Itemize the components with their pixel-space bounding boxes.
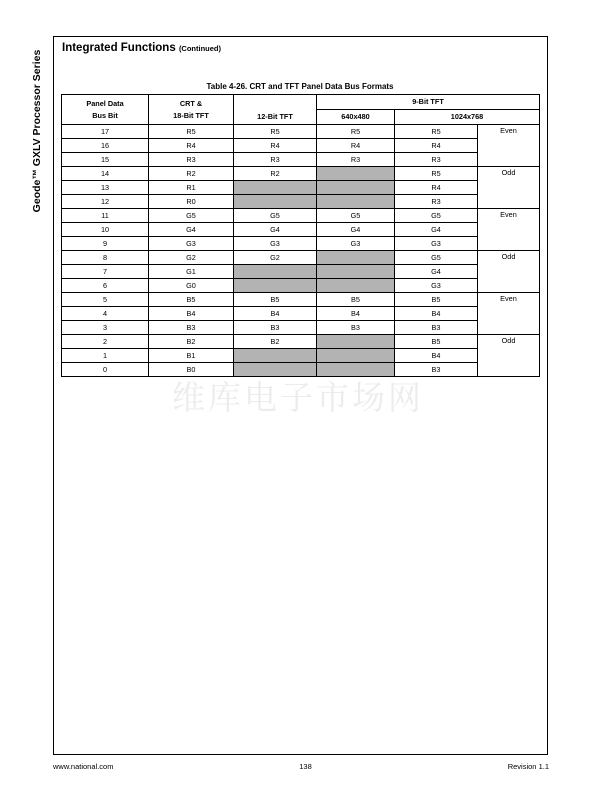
cell-12bit	[234, 195, 317, 209]
header-12bit: 12-Bit TFT	[234, 95, 317, 125]
header-9bit: 9-Bit TFT	[317, 95, 540, 110]
cell-crt: R0	[149, 195, 234, 209]
cell-1024: B3	[395, 321, 478, 335]
cell-bus-bit: 16	[62, 139, 149, 153]
footer-page-number: 138	[299, 762, 312, 771]
table-row	[62, 307, 540, 321]
cell-640: G3	[317, 237, 395, 251]
cell-crt: R3	[149, 153, 234, 167]
cell-1024: B4	[395, 349, 478, 363]
cell-12bit	[234, 279, 317, 293]
cell-640	[317, 349, 395, 363]
cell-bus-bit: 10	[62, 223, 149, 237]
cell-bus-bit: 9	[62, 237, 149, 251]
cell-parity: Even	[478, 293, 540, 335]
footer-url: www.national.com	[53, 762, 114, 771]
table-row	[62, 349, 540, 363]
cell-parity: Even	[478, 125, 540, 167]
cell-bus-bit: 17	[62, 125, 149, 139]
table-row	[62, 209, 540, 223]
cell-1024: R4	[395, 181, 478, 195]
cell-crt: G3	[149, 237, 234, 251]
cell-12bit: B5	[234, 293, 317, 307]
cell-crt: B3	[149, 321, 234, 335]
cell-bus-bit: 2	[62, 335, 149, 349]
cell-640	[317, 279, 395, 293]
cell-bus-bit: 0	[62, 363, 149, 377]
table-row	[62, 293, 540, 307]
cell-640: G4	[317, 223, 395, 237]
table-row	[62, 237, 540, 251]
cell-640: R5	[317, 125, 395, 139]
cell-1024: R5	[395, 167, 478, 181]
cell-bus-bit: 3	[62, 321, 149, 335]
table-row	[62, 167, 540, 181]
cell-crt: R1	[149, 181, 234, 195]
cell-bus-bit: 7	[62, 265, 149, 279]
cell-640	[317, 195, 395, 209]
cell-parity: Odd	[478, 167, 540, 209]
cell-640: B4	[317, 307, 395, 321]
cell-640: B5	[317, 293, 395, 307]
cell-1024: G3	[395, 279, 478, 293]
watermark: 维库电子市场网	[172, 378, 424, 417]
cell-640: R3	[317, 153, 395, 167]
side-title: Geode™ GXLV Processor Series	[31, 49, 43, 213]
cell-bus-bit: 13	[62, 181, 149, 195]
cell-1024: G5	[395, 251, 478, 265]
cell-12bit: B3	[234, 321, 317, 335]
cell-crt: G2	[149, 251, 234, 265]
cell-1024: G4	[395, 223, 478, 237]
cell-bus-bit: 14	[62, 167, 149, 181]
cell-parity: Odd	[478, 335, 540, 377]
cell-parity: Odd	[478, 251, 540, 293]
cell-crt: G4	[149, 223, 234, 237]
table-row	[62, 153, 540, 167]
cell-12bit: B4	[234, 307, 317, 321]
cell-crt: G5	[149, 209, 234, 223]
cell-bus-bit: 12	[62, 195, 149, 209]
table-row	[62, 279, 540, 293]
cell-1024: R3	[395, 153, 478, 167]
cell-640	[317, 265, 395, 279]
cell-crt: B0	[149, 363, 234, 377]
footer-revision: Revision 1.1	[507, 762, 549, 771]
cell-12bit: G3	[234, 237, 317, 251]
cell-12bit: B2	[234, 335, 317, 349]
cell-640: B3	[317, 321, 395, 335]
cell-1024: B3	[395, 363, 478, 377]
cell-bus-bit: 15	[62, 153, 149, 167]
header-1024: 1024x768	[395, 110, 540, 125]
cell-12bit: G2	[234, 251, 317, 265]
cell-640: R4	[317, 139, 395, 153]
cell-640: G5	[317, 209, 395, 223]
cell-12bit: R3	[234, 153, 317, 167]
cell-1024: R3	[395, 195, 478, 209]
cell-crt: R5	[149, 125, 234, 139]
cell-bus-bit: 6	[62, 279, 149, 293]
cell-12bit: G5	[234, 209, 317, 223]
table-row	[62, 139, 540, 153]
cell-1024: B5	[395, 293, 478, 307]
cell-1024: R4	[395, 139, 478, 153]
cell-crt: G1	[149, 265, 234, 279]
cell-12bit: R5	[234, 125, 317, 139]
cell-crt: B2	[149, 335, 234, 349]
data-bus-table	[61, 94, 540, 377]
table-row	[62, 265, 540, 279]
header-crt: CRT & 18-Bit TFT	[149, 95, 234, 125]
cell-bus-bit: 8	[62, 251, 149, 265]
section-title-suffix: (Continued)	[178, 44, 222, 53]
bottom-rule	[53, 754, 548, 755]
cell-bus-bit: 11	[62, 209, 149, 223]
cell-bus-bit: 1	[62, 349, 149, 363]
cell-640	[317, 181, 395, 195]
cell-12bit	[234, 181, 317, 195]
header-bus-bit: Panel Data Bus Bit	[62, 95, 149, 125]
cell-640	[317, 167, 395, 181]
cell-crt: G0	[149, 279, 234, 293]
table-row	[62, 223, 540, 237]
cell-1024: G4	[395, 265, 478, 279]
table-body	[62, 125, 540, 377]
cell-1024: R5	[395, 125, 478, 139]
cell-12bit	[234, 265, 317, 279]
cell-crt: B1	[149, 349, 234, 363]
cell-12bit: R2	[234, 167, 317, 181]
cell-crt: B5	[149, 293, 234, 307]
cell-1024: B4	[395, 307, 478, 321]
cell-crt: R2	[149, 167, 234, 181]
cell-12bit	[234, 349, 317, 363]
cell-1024: G5	[395, 209, 478, 223]
table-row	[62, 335, 540, 349]
section-title: Integrated Functions (Continued)	[62, 42, 222, 54]
cell-640	[317, 251, 395, 265]
table-row	[62, 125, 540, 139]
table-row	[62, 195, 540, 209]
cell-bus-bit: 4	[62, 307, 149, 321]
header-640: 640x480	[317, 110, 395, 125]
cell-crt: B4	[149, 307, 234, 321]
table-row	[62, 321, 540, 335]
cell-1024: B5	[395, 335, 478, 349]
cell-parity: Even	[478, 209, 540, 251]
table-caption: Table 4-26. CRT and TFT Panel Data Bus Formats	[206, 82, 394, 91]
cell-bus-bit: 5	[62, 293, 149, 307]
cell-12bit: R4	[234, 139, 317, 153]
table-row	[62, 251, 540, 265]
cell-crt: R4	[149, 139, 234, 153]
cell-12bit: G4	[234, 223, 317, 237]
cell-1024: G3	[395, 237, 478, 251]
cell-640	[317, 335, 395, 349]
table-row	[62, 181, 540, 195]
